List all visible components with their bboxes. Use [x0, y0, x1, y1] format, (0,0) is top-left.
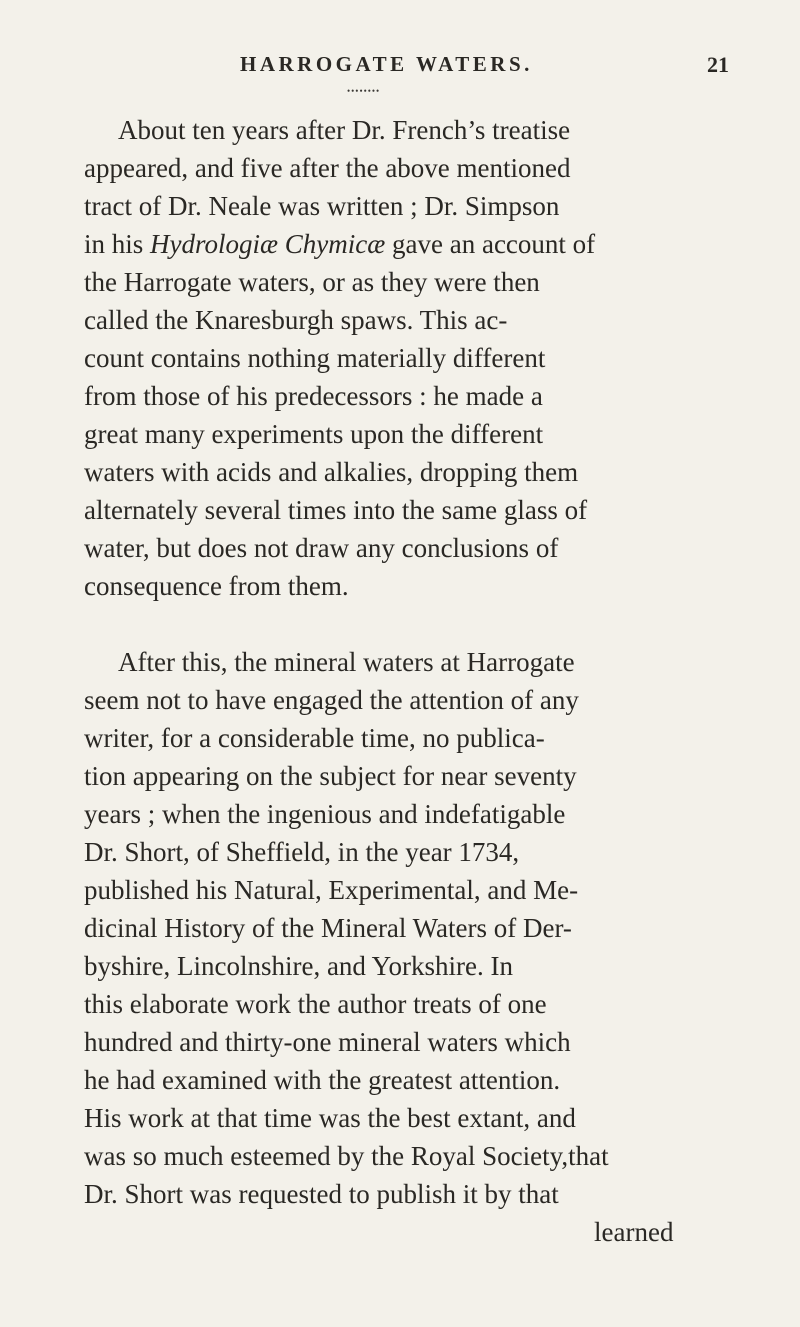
text-line: alternately several times into the same glass of: [84, 495, 588, 525]
text-line: the Harrogate waters, or as they were then: [84, 267, 540, 297]
text-line: After this, the mineral waters at Harrogate: [118, 647, 575, 677]
text-line: seem not to have engaged the attention of any: [84, 685, 579, 715]
text-line: hundred and thirty-one mineral waters which: [84, 1027, 571, 1057]
text-line: water, but does not draw any conclusions of: [84, 533, 559, 563]
header-ornament: ••••••••: [347, 86, 381, 96]
text-line: was so much esteemed by the Royal Society,that: [84, 1141, 609, 1171]
running-head: HARROGATE WATERS.: [240, 52, 533, 76]
text-line: great many experiments upon the different: [84, 419, 544, 449]
page-header: [0, 52, 800, 96]
text-line: About ten years after Dr. French’s treatise: [118, 115, 571, 145]
text-line: appeared, and five after the above mentioned: [84, 153, 571, 183]
text-line: he had examined with the greatest attention.: [84, 1065, 561, 1095]
text-line: consequence from them.: [84, 571, 349, 601]
text-line: His work at that time was the best extant, and: [84, 1103, 576, 1133]
text-line: published his Natural, Experimental, and Me-: [84, 875, 579, 905]
text-line: tion appearing on the subject for near seventy: [84, 761, 577, 791]
text-line: Dr. Short, of Sheffield, in the year 1734,: [84, 837, 520, 867]
text-line: tract of Dr. Neale was written ; Dr. Simpson: [84, 191, 560, 221]
text-line: count contains nothing materially different: [84, 343, 546, 373]
text-line: called the Knaresburgh spaws. This ac-: [84, 305, 508, 335]
text-line: writer, for a considerable time, no publica-: [84, 723, 545, 753]
text-line: in his Hydrologiæ Chymicæ gave an account of: [84, 229, 596, 259]
catchword: learned: [594, 1217, 674, 1247]
italic-title: Hydrologiæ Chymicæ: [150, 229, 386, 259]
text-line: byshire, Lincolnshire, and Yorkshire. In: [84, 951, 513, 981]
text-line: dicinal History of the Mineral Waters of Der-: [84, 913, 572, 943]
text-line: waters with acids and alkalies, dropping them: [84, 457, 579, 487]
page-number: 21: [707, 52, 729, 77]
text-line: from those of his predecessors : he made a: [84, 381, 543, 411]
text-line: years ; when the ingenious and indefatigable: [84, 799, 566, 829]
text-line: Dr. Short was requested to publish it by that: [84, 1179, 559, 1209]
text-line: this elaborate work the author treats of one: [84, 989, 547, 1019]
